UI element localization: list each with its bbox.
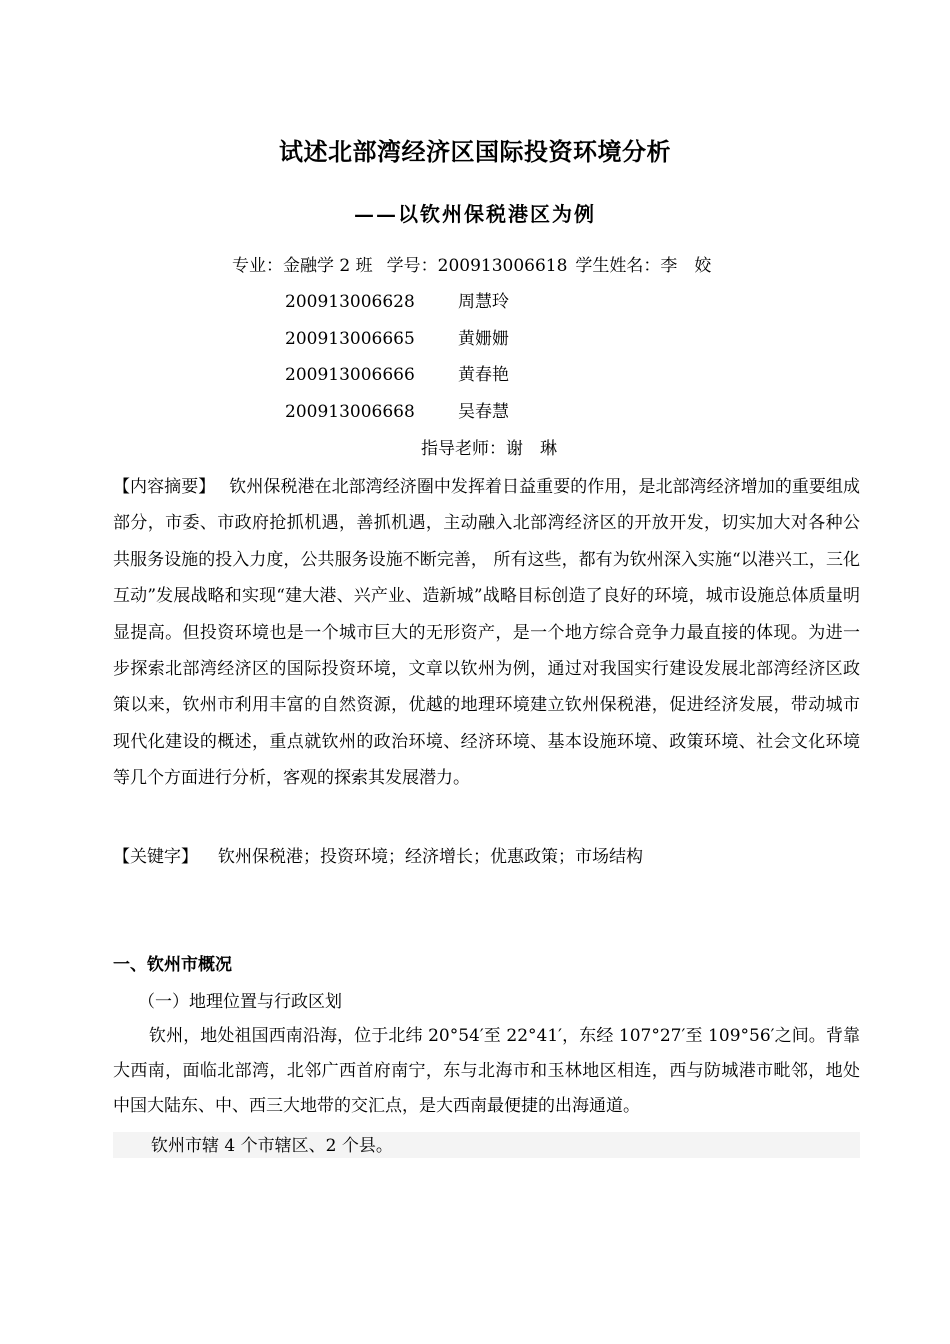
keywords-line	[113, 845, 643, 869]
advisor-line: 指导老师：谢 琳	[421, 439, 557, 459]
member-name: 吴春慧	[458, 402, 509, 422]
subsection-heading: （一）地理位置与行政区划	[138, 992, 342, 1012]
member-id: 200913006668	[285, 402, 415, 422]
major-text: 专业：金融学 2 班	[232, 256, 373, 276]
abstract-label: 【内容摘要】	[113, 477, 216, 497]
abstract-paragraph	[113, 469, 860, 797]
body-paragraph: 钦州市辖 4 个市辖区、2 个县。	[151, 1136, 393, 1156]
member-name: 黄春艳	[458, 365, 509, 385]
author-info-line	[232, 254, 711, 278]
body-paragraph: 钦州，地处祖国西南沿海，位于北纬 20°54′至 22°41′，东经 107°27′至 109°56′之间。背靠大西南，面临北部湾，北邻广西首府南宁，东与北海市和玉林地区相连，西与防城港市毗邻，地处中国大陆东、中、西三大地带的交汇点，是大西南最便捷的出海通道。	[113, 1026, 860, 1116]
member-id: 200913006665	[285, 329, 415, 349]
student-id-text: 学号：200913006618	[386, 256, 568, 276]
abstract-text: 钦州保税港在北部湾经济圈中发挥着日益重要的作用，是北部湾经济增加的重要组成部分，市委、市政府抢抓机遇，善抓机遇，主动融入北部湾经济区的开放开发，切实加大对各种公共服务设施的投入力度，公共服务设施不断完善， 所有这些，都有为钦州深入实施“以港兴工，三化互动”发展战略和实现“建大港、兴产业、造新城”战略目标创造了良好的环境，城市设施总体质量明显提高。但投资环境也是一个城市巨大的无形资产，是一个地方综合竞争力最直接的体现。为进一步探索北部湾经济区的国际投资环境，文章以钦州为例，通过对我国实行建设发展北部湾经济区政策以来，钦州市利用丰富的自然资源，优越的地理环境建立钦州保税港，促进经济发展，带动城市现代化建设的概述，重点就钦州的政治环境、经济环境、基本设施环境、政策环境、社会文化环境等几个方面进行分析，客观的探索其发展潜力。	[113, 477, 861, 789]
member-id: 200913006628	[285, 292, 415, 312]
member-name: 周慧玲	[458, 292, 509, 312]
keywords-text: 钦州保税港；投资环境；经济增长；优惠政策；市场结构	[218, 847, 643, 867]
student-name-text: 学生姓名：李 姣	[575, 256, 712, 276]
keywords-label: 【关键字】	[113, 847, 198, 867]
document-subtitle: ——以钦州保税港区为例	[354, 202, 596, 226]
document-title: 试述北部湾经济区国际投资环境分析	[279, 138, 671, 166]
member-id: 200913006666	[285, 365, 415, 385]
member-name: 黄姗姗	[458, 329, 509, 349]
section-heading: 一、钦州市概况	[113, 955, 232, 975]
